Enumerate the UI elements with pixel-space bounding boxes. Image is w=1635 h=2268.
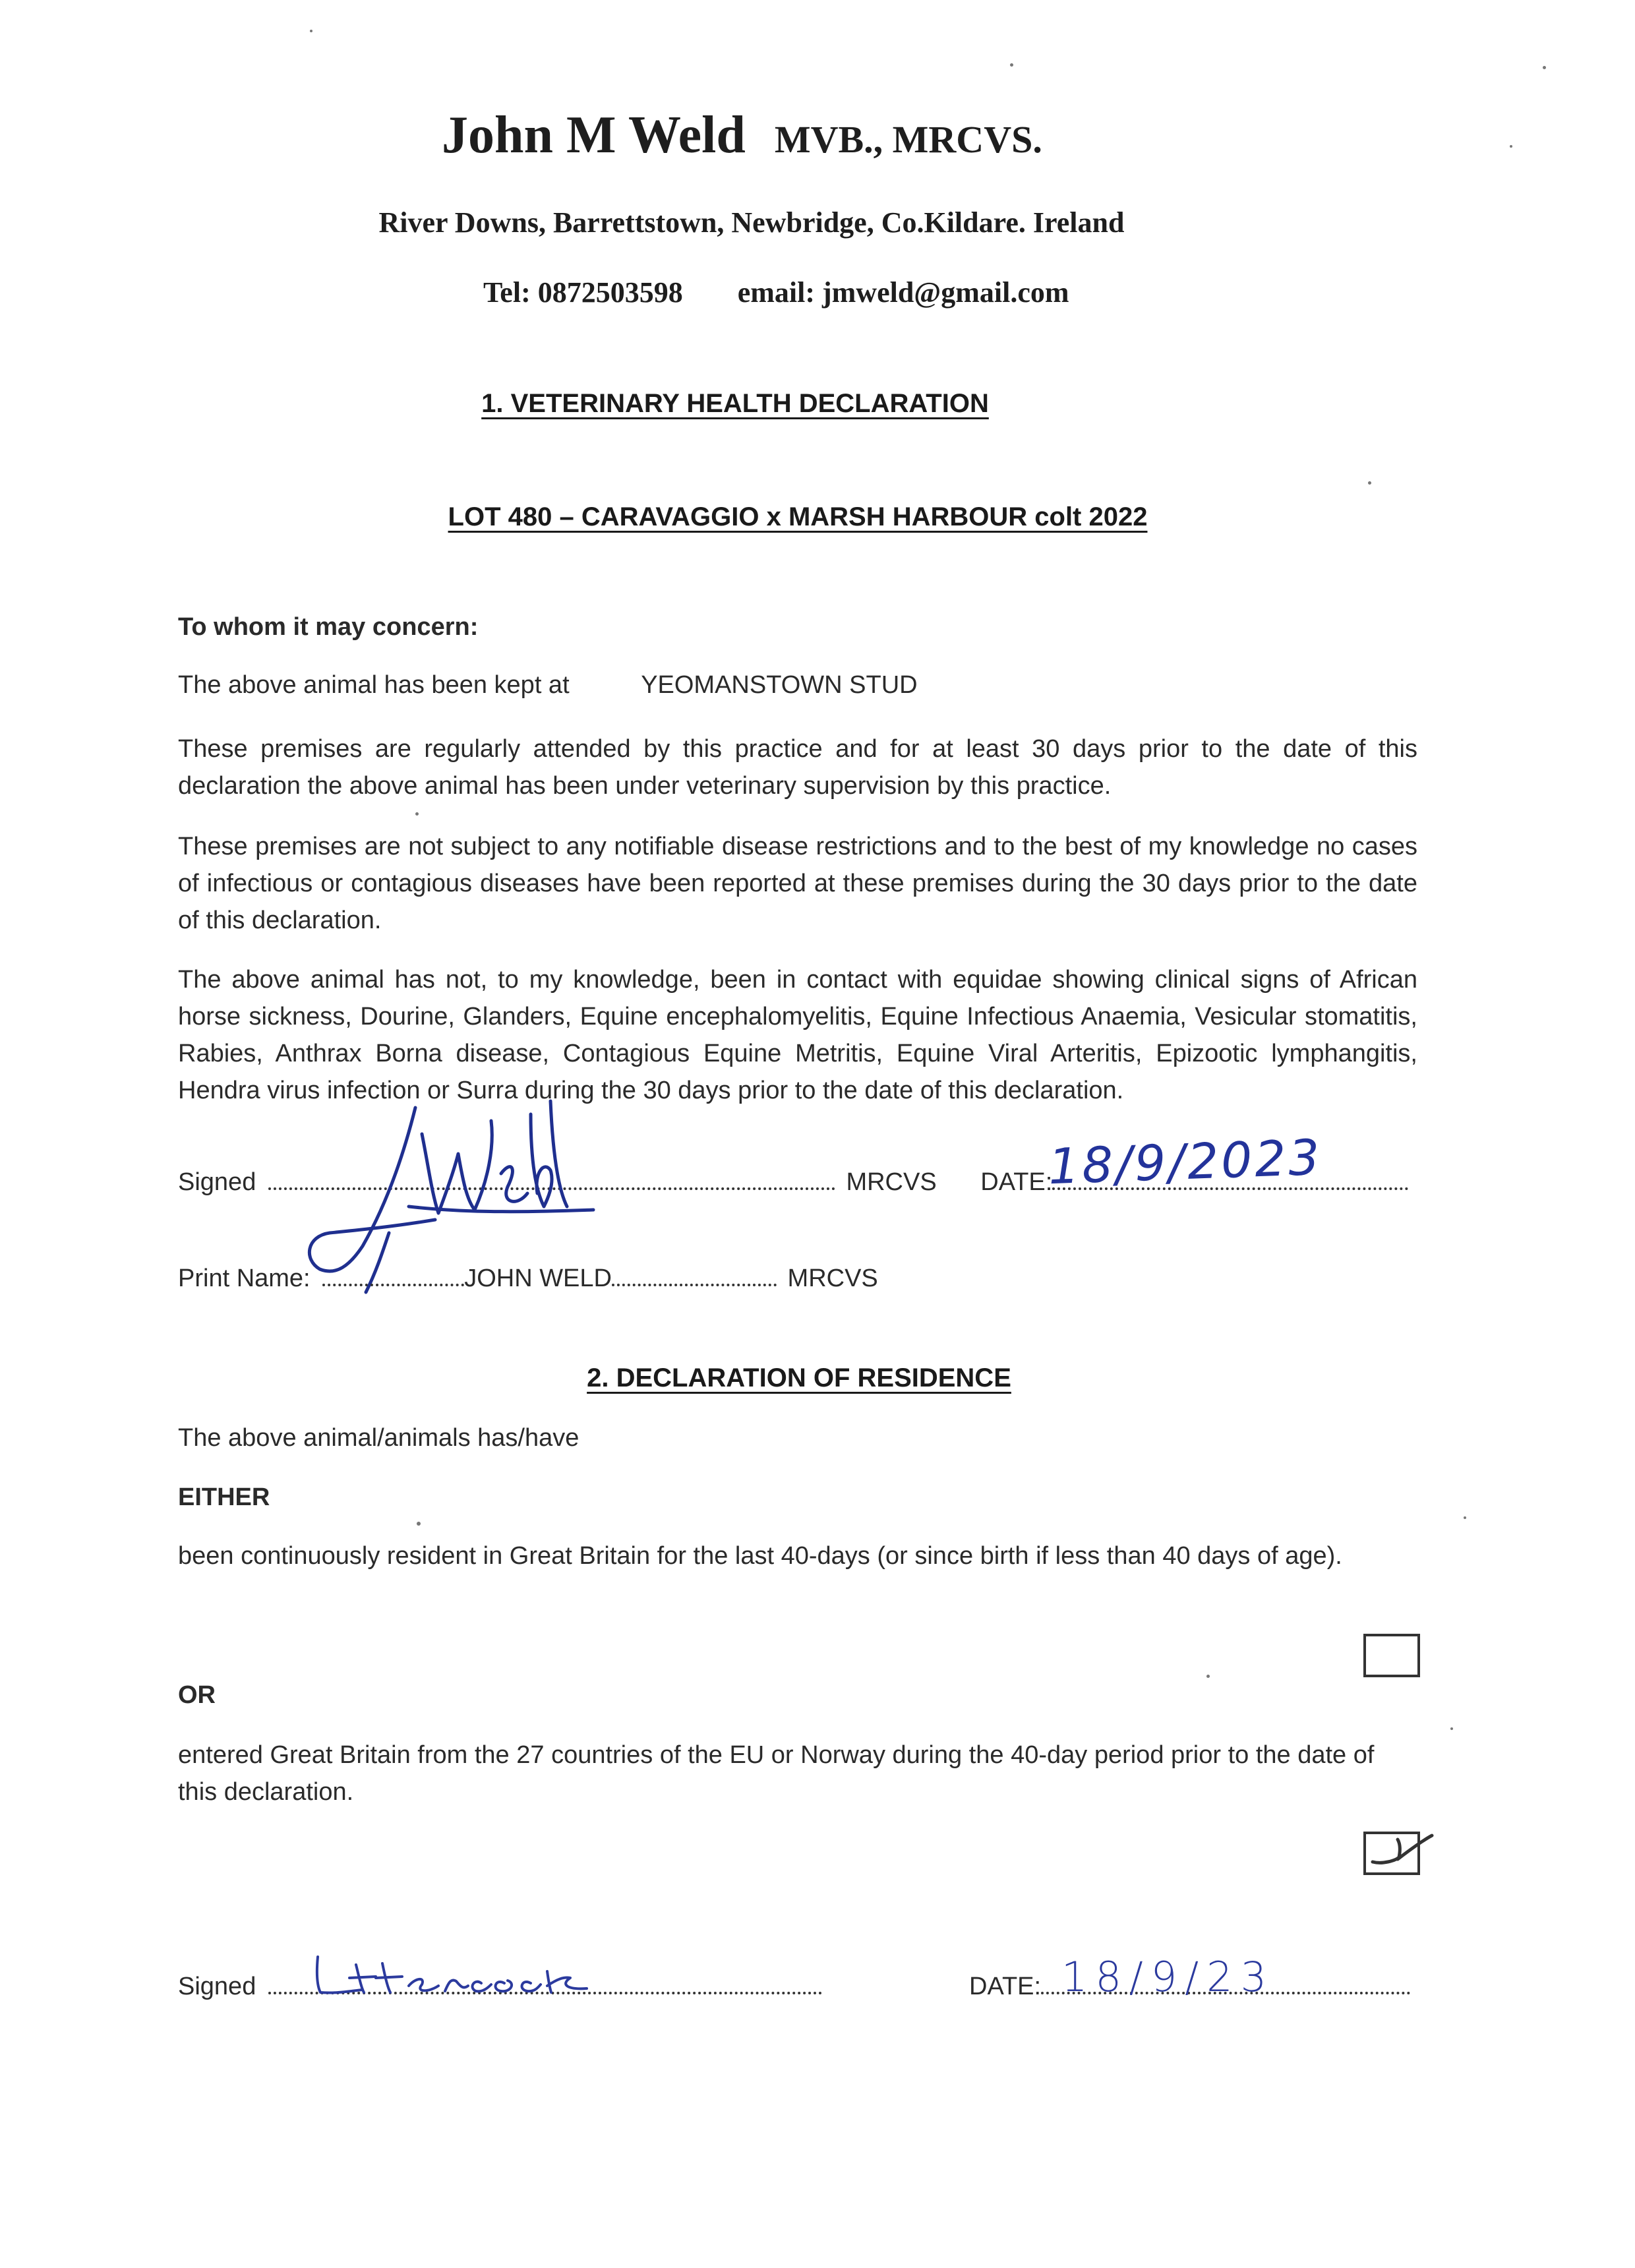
residence-signature <box>310 1952 653 2004</box>
residence-intro: The above animal/animals has/have <box>178 1424 580 1452</box>
option-resident-gb: been continuously resident in Great Britain for the last 40-days (or since birth if less than 40 days of age). <box>178 1542 1342 1570</box>
restrictions-paragraph: These premises are not subject to any notifiable disease restrictions and to the best of my knowledge no cases of infectious or contagious diseases have been reported at these premises during the 30 days prior to the date of this declaration. <box>178 833 1417 934</box>
signed-suffix: MRCVS <box>846 1168 937 1196</box>
either-label: EITHER <box>178 1483 270 1511</box>
checkmark-icon <box>1359 1821 1439 1874</box>
option2-checkbox[interactable] <box>1363 1832 1420 1875</box>
kept-at-value: YEOMANSTOWN STUD <box>641 671 918 699</box>
practitioner-qualifications: MVB., MRCVS. <box>774 118 1042 161</box>
telephone: Tel: 0872503598 <box>483 276 683 309</box>
practice-address: River Downs, Barrettstown, Newbridge, Co.Kildare. Ireland <box>378 206 1125 239</box>
option-entered-gb: entered Great Britain from the 27 countries of the EU or Norway during the 40-day period prior to the date of this declaration. <box>178 1741 1375 1806</box>
print-name-label: Print Name: <box>178 1265 311 1292</box>
signed-label-2: Signed <box>178 1973 256 2000</box>
kept-at-label: The above animal has been kept at <box>178 671 570 699</box>
lot-title: LOT 480 – CARAVAGGIO x MARSH HARBOUR colt 2022 <box>448 502 1148 531</box>
signed-label: Signed <box>178 1168 256 1196</box>
email-address: email: jmweld@gmail.com <box>737 276 1069 309</box>
handwritten-date-2: 18/9/23 <box>1061 1953 1275 2001</box>
print-name-value: JOHN WELD <box>464 1265 612 1292</box>
handwritten-date-1: 18/9/2023 <box>1047 1129 1323 1196</box>
option1-checkbox[interactable] <box>1363 1634 1420 1677</box>
salutation: To whom it may concern: <box>178 613 479 641</box>
section2-heading: 2. DECLARATION OF RESIDENCE <box>587 1363 1011 1392</box>
disease-contact-paragraph: The above animal has not, to my knowledge, been in contact with equidae showing clinical signs of African horse sickness, Dourine, Glanders, Equine encephalomyelitis, Equine Infectious Anaemia, Vesicular stomatitis, Rabies, Anthrax Borna disease, Contagious Equine Metritis, Equine Viral Arteritis, Epizootic lymphangitis, Hendra virus infection or Surra during the 30 days prior to the date of this declaration. <box>178 966 1417 1104</box>
print-name-suffix: MRCVS <box>787 1265 878 1292</box>
practitioner-name: John M Weld <box>442 106 746 164</box>
supervision-paragraph: These premises are regularly attended by this practice and for at least 30 days prior to the date of this declaration the above animal has been under veterinary supervision by this practice. <box>178 735 1417 800</box>
letterhead-name-line <box>442 105 1042 165</box>
kept-at-line <box>178 671 918 700</box>
or-label: OR <box>178 1681 216 1709</box>
date-label: DATE: <box>980 1168 1053 1196</box>
date-label-2: DATE: <box>969 1973 1042 2000</box>
section1-heading: 1. VETERINARY HEALTH DECLARATION <box>481 389 989 418</box>
contact-line <box>483 276 1069 309</box>
print-name-line <box>178 1265 878 1293</box>
